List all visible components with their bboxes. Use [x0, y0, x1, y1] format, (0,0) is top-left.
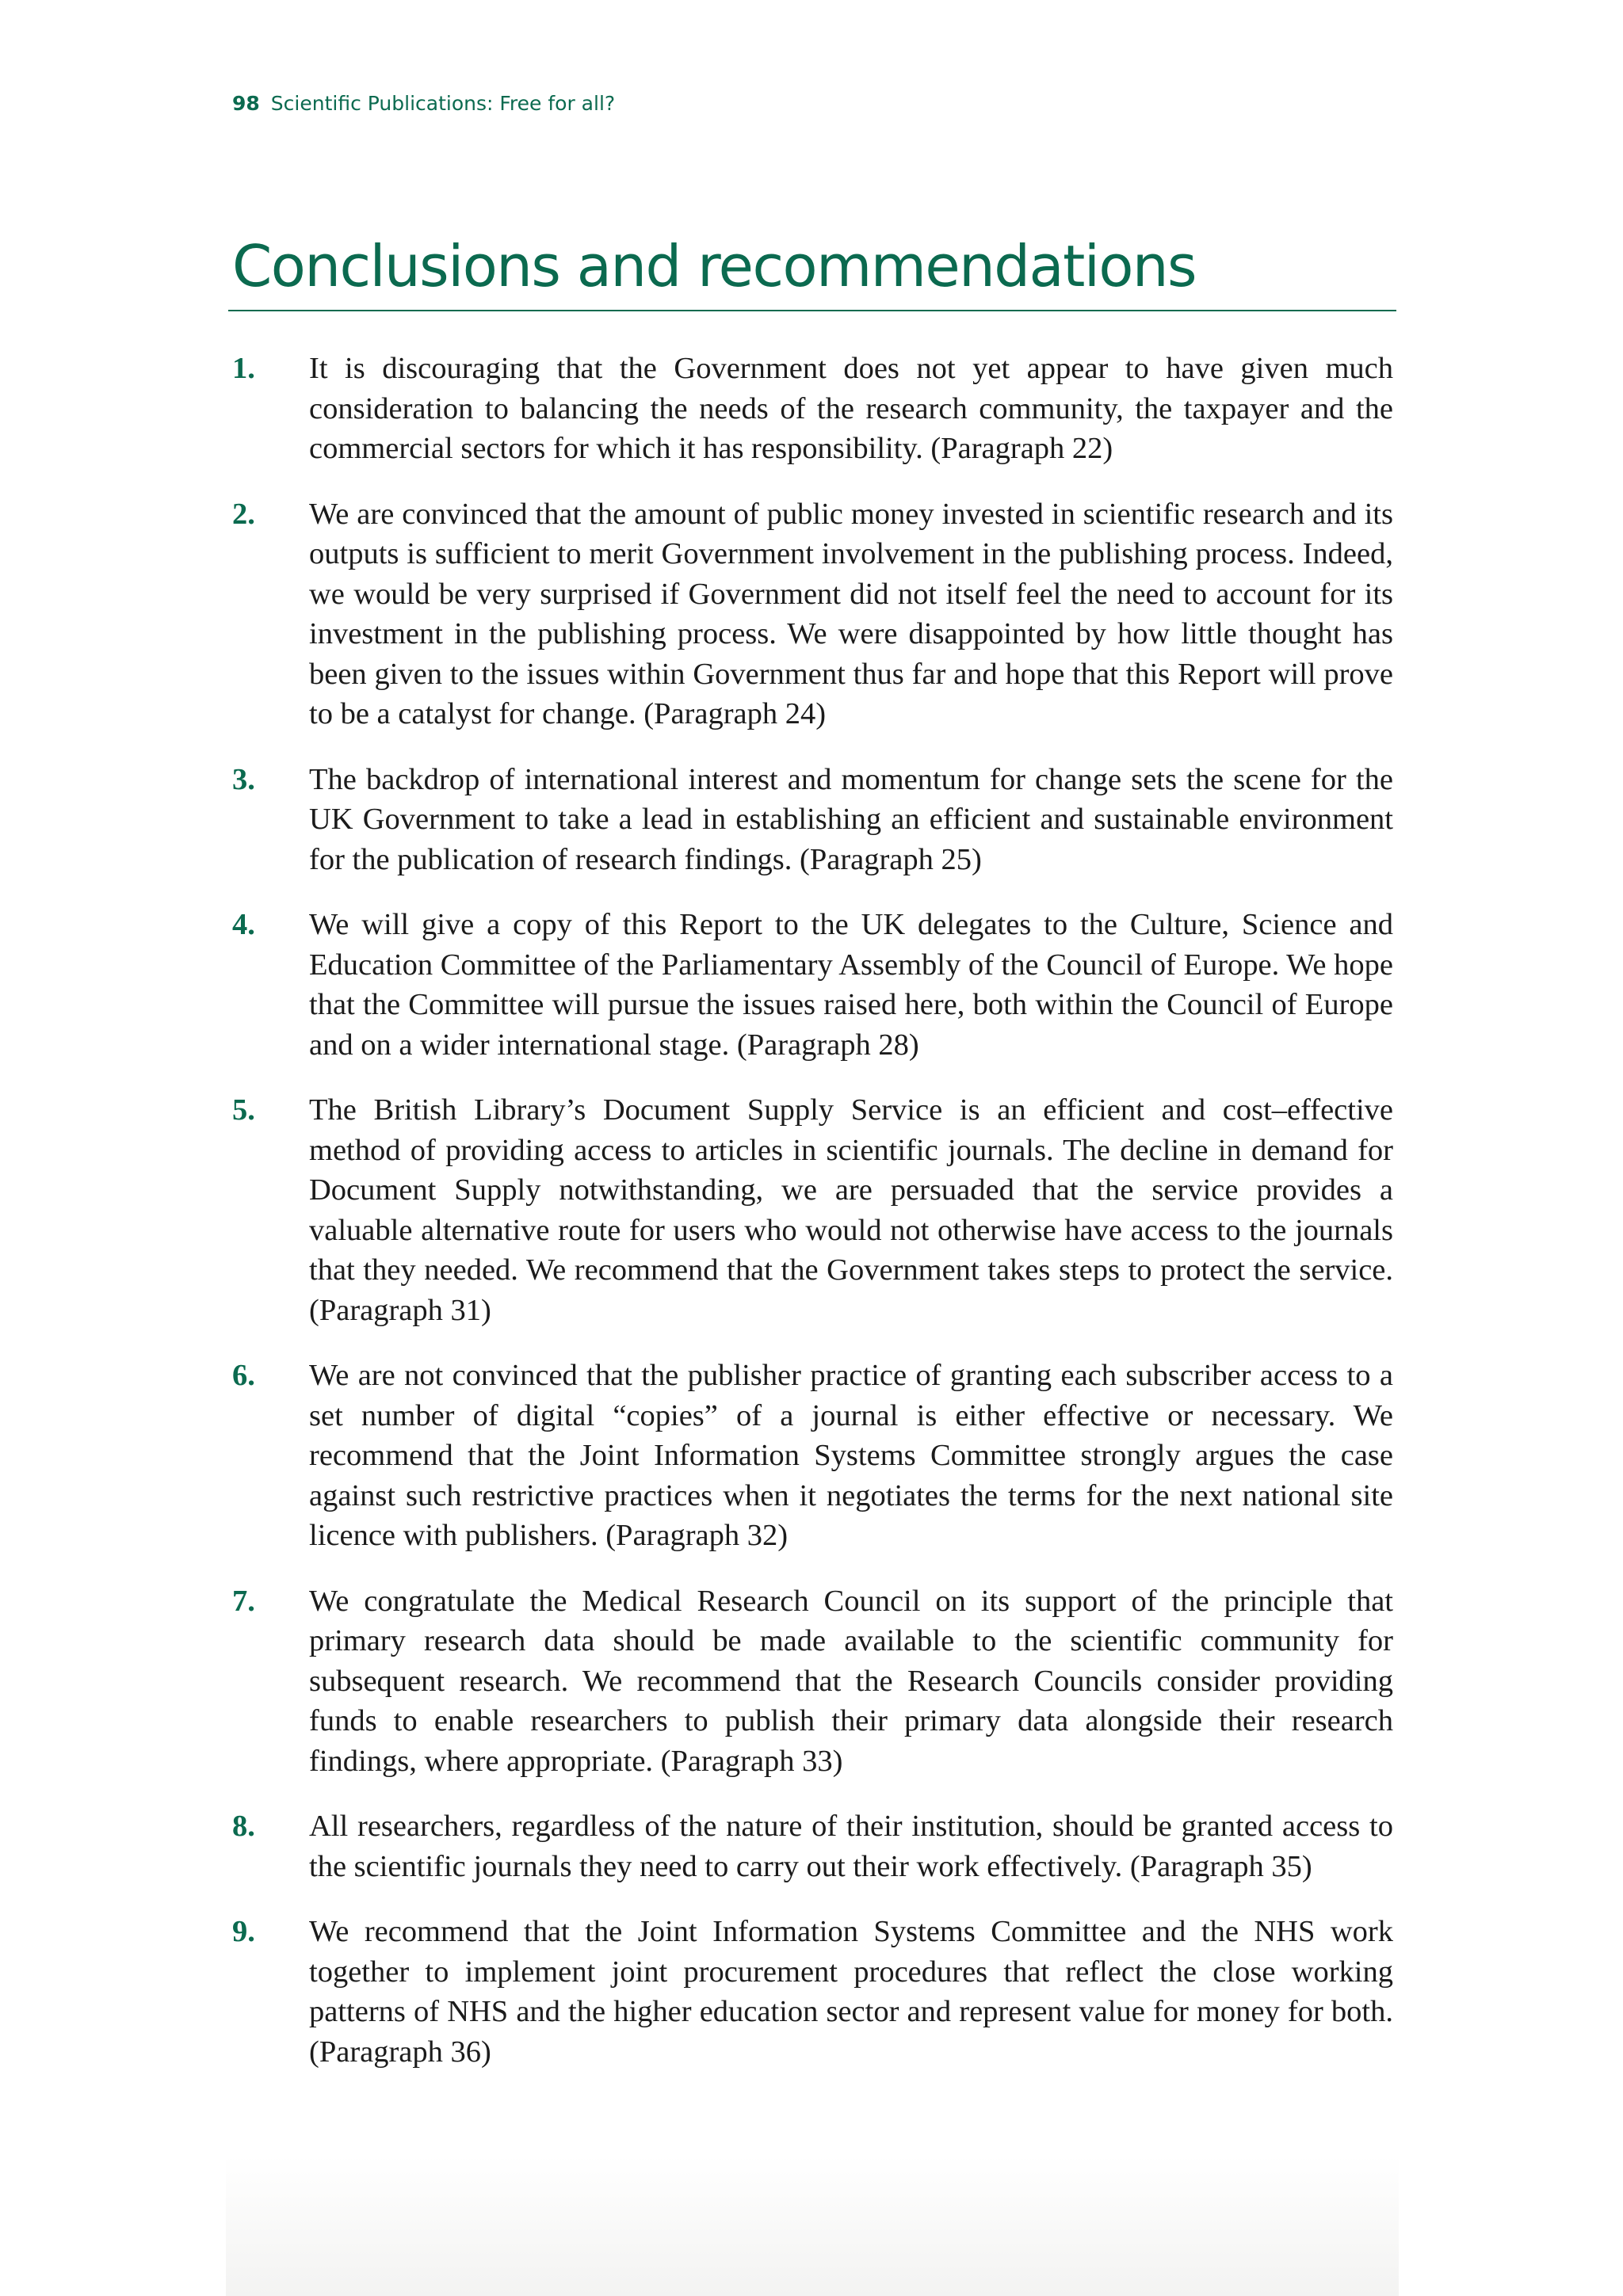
- recommendation-item: [232, 494, 1393, 734]
- item-number: 2.: [232, 497, 255, 531]
- item-text: We are convinced that the amount of public money invested in scientific research and its outputs is sufficient to merit Government involvement in the publishing process. Indeed, we would be very surprised if Government did not itself feel the need to account for its investment in the publishing process. We were disappointed by how little thought has been given to the issues within Government thus far and hope that this Report will prove to be a catalyst for change. (Paragraph 24): [309, 497, 1393, 730]
- page-bottom-shading: [226, 2155, 1399, 2296]
- item-number: 1.: [232, 352, 255, 385]
- recommendation-item: [232, 1912, 1393, 2072]
- recommendation-item: [232, 905, 1393, 1065]
- item-text: We congratulate the Medical Research Council on its support of the principle that primary research data should be made available to the scientific community for subsequent research. We recommend that the Research Councils consider providing funds to enable researchers to publish their primary data alongside their research findings, where appropriate. (Paragraph 33): [309, 1584, 1393, 1778]
- item-text: We will give a copy of this Report to the UK delegates to the Culture, Science and Education Committee of the Parliamentary Assembly of the Council of Europe. We hope that the Committee will pursue the issues raised here, both within the Council of Europe and on a wider international stage. (Paragraph 28): [309, 908, 1393, 1062]
- item-number: 9.: [232, 1915, 255, 1948]
- item-number: 7.: [232, 1584, 255, 1618]
- item-text: We are not convinced that the publisher practice of granting each subscriber access to a set number of digital “copies” of a journal is either effective or necessary. We recommend that the Joint Information Systems Committee strongly argues the case against such restrictive practices when it negotiates the terms for the next national site licence with publishers. (Paragraph 32): [309, 1359, 1393, 1552]
- recommendation-item: [232, 1581, 1393, 1782]
- item-text: All researchers, regardless of the nature of their institution, should be granted access to the scientific journals they need to carry out their work effectively. (Paragraph 35): [309, 1810, 1393, 1883]
- recommendation-item: [232, 760, 1393, 880]
- item-number: 4.: [232, 908, 255, 941]
- item-text: The British Library’s Document Supply Service is an efficient and cost–effective method of providing access to articles in scientific journals. The decline in demand for Document Supply notwithstanding, we are persuaded that the service provides a valuable alternative route for users who would not otherwise have access to the journals that they needed. We recommend that the Government takes steps to protect the service. (Paragraph 31): [309, 1093, 1393, 1327]
- recommendation-item: [232, 1356, 1393, 1556]
- page-number: 98: [232, 92, 260, 115]
- recommendation-item: [232, 349, 1393, 469]
- recommendation-item: [232, 1090, 1393, 1330]
- item-number: 8.: [232, 1810, 255, 1843]
- section-heading: Conclusions and recommendations: [232, 233, 1197, 299]
- item-text: The backdrop of international interest and momentum for change sets the scene for the UK Government to take a lead in establishing an efficient and sustainable environment for the publication of research findings. (Paragraph 25): [309, 762, 1393, 876]
- item-text: We recommend that the Joint Information Systems Committee and the NHS work together to implement joint procurement procedures that reflect the close working patterns of NHS and the higher education sector and represent value for money for both. (Paragraph 36): [309, 1915, 1393, 2069]
- running-header: [232, 92, 615, 115]
- recommendations-list: [232, 349, 1393, 2097]
- heading-rule: [228, 310, 1396, 311]
- recommendation-item: [232, 1806, 1393, 1886]
- item-number: 5.: [232, 1093, 255, 1127]
- item-number: 6.: [232, 1359, 255, 1392]
- publication-title: Scientific Publications: Free for all?: [270, 92, 616, 115]
- item-text: It is discouraging that the Government does not yet appear to have given much consideration to balancing the needs of the research community, the taxpayer and the commercial sectors for which it has responsibility. (Paragraph 22): [309, 352, 1393, 465]
- item-number: 3.: [232, 762, 255, 796]
